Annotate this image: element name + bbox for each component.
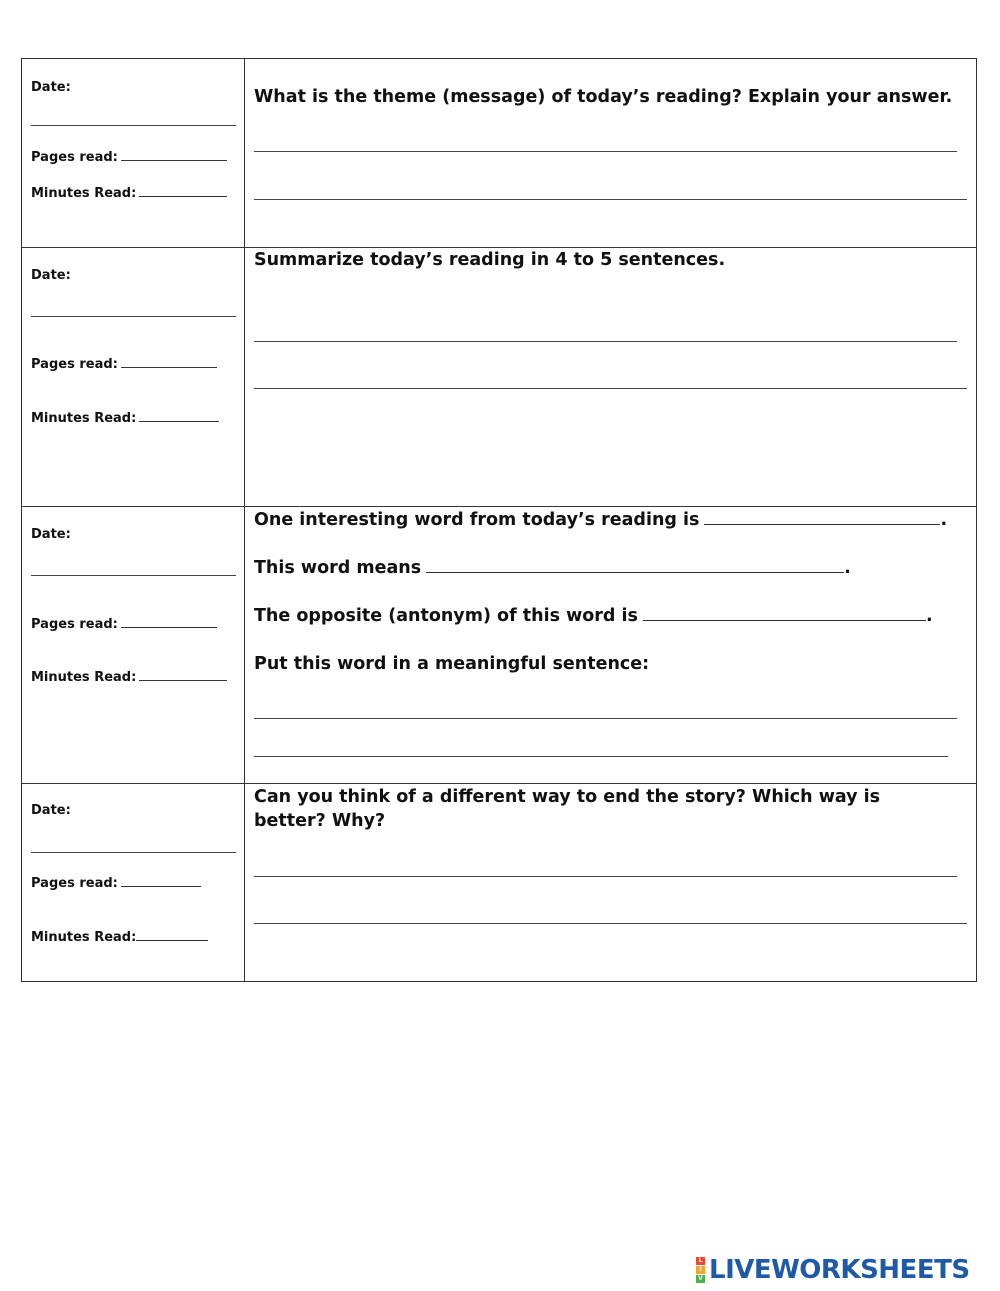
log-meta-cell [22, 784, 245, 982]
date-answer-line[interactable] [31, 852, 236, 853]
pages-read-row [31, 876, 201, 891]
interesting-word-blank[interactable] [704, 510, 940, 525]
pages-read-row [31, 357, 217, 372]
antonym-prompt [254, 604, 933, 628]
antonym-text: The opposite (antonym) of this word is [254, 606, 638, 626]
period: . [844, 558, 851, 578]
log-meta-cell [22, 59, 245, 248]
log-question-cell [245, 248, 977, 507]
word-meaning-blank[interactable] [426, 558, 844, 573]
minutes-read-blank[interactable] [139, 670, 227, 681]
interesting-word-text: One interesting word from today’s reading is [254, 510, 700, 530]
pages-read-label: Pages read: [31, 617, 118, 632]
pages-read-blank[interactable] [121, 876, 201, 887]
minutes-read-row [31, 411, 219, 426]
logo-text: LIVEWORKSHEETS [709, 1255, 970, 1285]
date-answer-line[interactable] [31, 316, 236, 317]
log-question-cell [245, 784, 977, 982]
minutes-read-row [31, 930, 208, 945]
pages-read-label: Pages read: [31, 357, 118, 372]
answer-line[interactable] [254, 199, 967, 200]
answer-line[interactable] [254, 151, 957, 152]
period: . [940, 510, 948, 530]
minutes-read-label: Minutes Read: [31, 930, 137, 945]
log-meta-cell [22, 507, 245, 784]
log-row [22, 784, 977, 982]
logo-block: I [696, 1266, 705, 1274]
pages-read-row [31, 617, 217, 632]
logo-block: V [696, 1275, 705, 1283]
date-answer-line[interactable] [31, 575, 236, 576]
minutes-read-blank[interactable] [139, 186, 227, 197]
summarize-question: Summarize today’s reading in 4 to 5 sentences. [254, 250, 726, 270]
log-meta-cell [22, 248, 245, 507]
date-label: Date: [31, 803, 71, 818]
theme-question: What is the theme (message) of today’s reading? Explain your answer. [254, 87, 953, 107]
logo-block: L [696, 1257, 705, 1265]
log-row [22, 507, 977, 784]
word-meaning-text: This word means [254, 558, 422, 578]
answer-line[interactable] [254, 388, 967, 389]
pages-read-blank[interactable] [121, 357, 217, 368]
minutes-read-row [31, 186, 227, 201]
pages-read-blank[interactable] [121, 150, 227, 161]
minutes-read-label: Minutes Read: [31, 411, 137, 426]
reading-log-table [21, 58, 977, 982]
log-question-cell [245, 507, 977, 784]
log-question-cell [245, 59, 977, 248]
date-label: Date: [31, 527, 71, 542]
sentence-prompt: Put this word in a meaningful sentence: [254, 654, 650, 674]
liveworksheets-logo[interactable] [696, 1254, 970, 1286]
pages-read-row [31, 150, 227, 165]
date-answer-line[interactable] [31, 125, 236, 126]
pages-read-label: Pages read: [31, 876, 118, 891]
minutes-read-label: Minutes Read: [31, 186, 137, 201]
date-label: Date: [31, 268, 71, 283]
answer-line[interactable] [254, 756, 948, 757]
period: . [925, 606, 933, 626]
answer-line[interactable] [254, 341, 957, 342]
answer-line[interactable] [254, 876, 957, 877]
antonym-blank[interactable] [643, 606, 926, 621]
minutes-read-blank[interactable] [136, 930, 208, 941]
pages-read-label: Pages read: [31, 150, 118, 165]
ending-question: Can you think of a different way to end the story? Which way is better? Why? [254, 787, 881, 831]
answer-line[interactable] [254, 923, 967, 924]
date-label: Date: [31, 80, 71, 95]
minutes-read-row [31, 670, 227, 685]
interesting-word-prompt [254, 508, 947, 532]
word-meaning-prompt [254, 556, 851, 580]
log-row [22, 248, 977, 507]
answer-line[interactable] [254, 718, 957, 719]
log-row [22, 59, 977, 248]
minutes-read-blank[interactable] [139, 411, 219, 422]
logo-blocks-icon [696, 1257, 705, 1284]
minutes-read-label: Minutes Read: [31, 670, 137, 685]
pages-read-blank[interactable] [121, 617, 217, 628]
